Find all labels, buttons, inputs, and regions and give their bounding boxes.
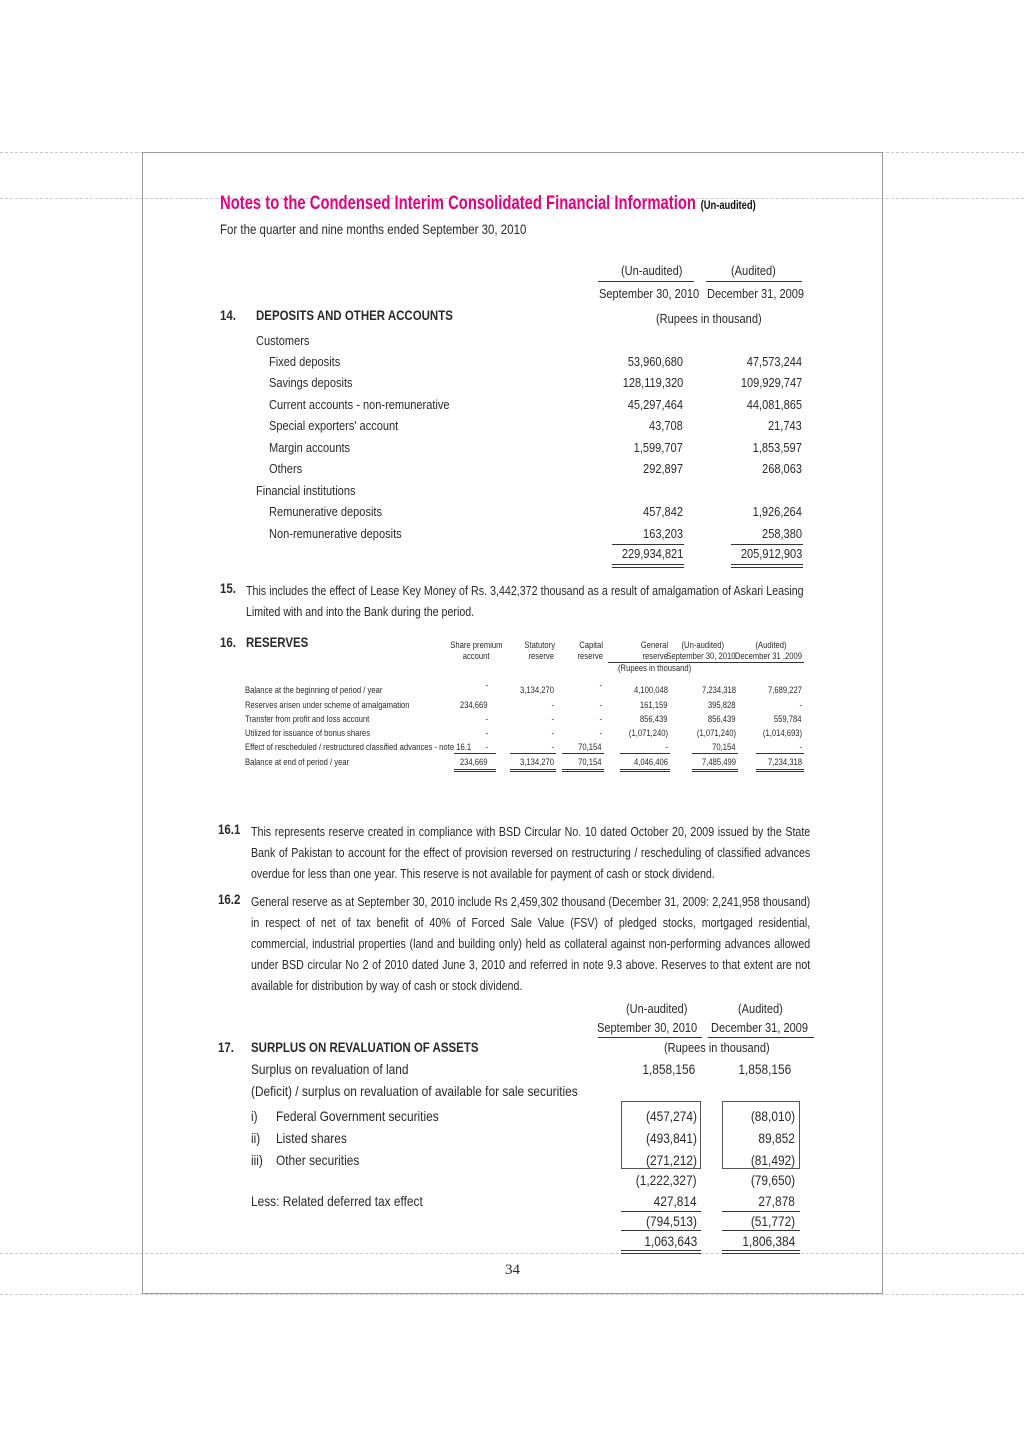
n14-row-v2: 258,380 xyxy=(762,526,802,541)
rule xyxy=(454,771,496,772)
n14-row-label: Margin accounts xyxy=(269,440,351,455)
n14-row-v2: 44,081,865 xyxy=(746,397,802,412)
n16-cell: 234,669 xyxy=(460,700,488,710)
rule xyxy=(731,544,803,545)
n16-col-head: September 30, 2010 xyxy=(666,651,736,661)
crop-line xyxy=(0,1294,1024,1295)
n16-cell: 7,689,227 xyxy=(767,685,802,695)
n14-unit: (Rupees in thousand) xyxy=(656,311,762,326)
rule xyxy=(708,1037,814,1038)
n14-row-label: Current accounts - non-remunerative xyxy=(269,397,450,412)
n16-cell: 3,134,270 xyxy=(519,685,554,695)
rule xyxy=(731,564,803,565)
n14-row-v1: 53,960,680 xyxy=(627,354,683,369)
n16-cell: - xyxy=(599,700,602,710)
n15-text: This includes the effect of Lease Key Money of Rs. 3,442,372 thousand as a result of amalgamation of Askari Leasing Limited with and into the Bank during the period. xyxy=(246,583,804,619)
n14-col1-date: September 30, 2010 xyxy=(599,286,700,301)
rule xyxy=(621,1211,701,1212)
n17-land-v2: 1,858,156 xyxy=(738,1061,791,1077)
n16-cell: (1,014,693) xyxy=(762,728,802,738)
n16-cell: 856,439 xyxy=(708,714,736,724)
n17-item-v2: (81,492) xyxy=(750,1152,795,1168)
n16-cell: 3,134,270 xyxy=(519,757,554,767)
n16-row-label: Balance at end of period / year xyxy=(245,757,350,767)
rule xyxy=(692,753,738,754)
n14-col1-status: (Un-audited) xyxy=(621,263,683,278)
rule xyxy=(756,753,804,754)
n14-row-v1: 292,897 xyxy=(643,461,683,476)
rule xyxy=(692,769,738,770)
n16-2-text: General reserve as at September 30, 2010 include Rs 2,459,302 thousand (December 31, 2009: 2,241,958 thousand) in respect of net of tax benefit of 40% of Forced Sale Value (FSV) of pledged stocks, mortgaged residential, commercial, industrial properties (land and building only) held as collateral against non-performing advances allowed under BSD circular No 2 of 2010 dated June 3, 2010 and referred in note 9.3 above. Reserves to that extent are not available for distribution by way of cash or stock dividend. xyxy=(251,894,811,993)
n16-cell: - xyxy=(485,742,488,752)
n14-row-label: Special exporters' account xyxy=(269,418,399,433)
n17-item-idx: ii) xyxy=(251,1130,261,1146)
n17-item-v1: (493,841) xyxy=(646,1130,697,1146)
n17-item-idx: i) xyxy=(251,1108,258,1124)
n17-tax-v1: 427,814 xyxy=(653,1193,697,1209)
n14-heading: DEPOSITS AND OTHER ACCOUNTS xyxy=(256,307,453,323)
n17-land-v1: 1,858,156 xyxy=(642,1061,695,1077)
rule xyxy=(562,769,604,770)
n16-1-text: This represents reserve created in compliance with BSD Circular No. 10 dated October 20, 2009 issued by the State Bank of Pakistan to account for the effect of provision reversed on restructuring / rescheduling of classified advances overdue for less than one year. This reserve is not available for payment of cash or stock dividend. xyxy=(251,824,811,881)
n17-item-idx: iii) xyxy=(251,1152,263,1168)
rule xyxy=(454,769,496,770)
rule xyxy=(621,1230,701,1231)
n14-row-label: Non-remunerative deposits xyxy=(269,526,402,541)
page-subtitle: For the quarter and nine months ended September 30, 2010 xyxy=(220,221,527,237)
rule xyxy=(598,1037,702,1038)
rule xyxy=(722,1211,800,1212)
n16-cell: - xyxy=(599,728,602,738)
n16-cell: 395,828 xyxy=(708,700,736,710)
n16-col-head: reserve xyxy=(528,651,554,661)
n14-row-v1: 128,119,320 xyxy=(622,375,683,390)
n14-total-v2: 205,912,903 xyxy=(740,546,802,561)
rule xyxy=(722,1253,800,1254)
rule xyxy=(612,567,684,568)
n16-col-head: (Un-audited) xyxy=(681,640,724,650)
rule xyxy=(620,771,670,772)
n16-cell: 70,154 xyxy=(712,742,736,752)
rule xyxy=(598,281,694,282)
n16-cell: (1,071,240) xyxy=(696,728,736,738)
n16-cell: - xyxy=(485,680,488,690)
n16-col-head: Capital xyxy=(579,640,603,650)
n17-total-v2: 1,806,384 xyxy=(742,1233,795,1249)
rule xyxy=(756,769,804,770)
n14-row-v2: 1,926,264 xyxy=(752,504,802,519)
n14-number: 14. xyxy=(220,307,236,323)
page-number: 34 xyxy=(505,1262,520,1278)
n16-cell: 70,154 xyxy=(578,757,602,767)
n16-row-label: Transfer from profit and loss account xyxy=(245,714,370,724)
n14-row-v1: 163,203 xyxy=(643,526,683,541)
rule xyxy=(510,771,556,772)
n14-row-label: Remunerative deposits xyxy=(269,504,383,519)
n16-cell: - xyxy=(599,680,602,690)
n17-col1-status: (Un-audited) xyxy=(626,1001,688,1016)
n17-number: 17. xyxy=(218,1039,234,1055)
n17-tax-label: Less: Related deferred tax effect xyxy=(251,1193,423,1209)
n17-afs-label: (Deficit) / surplus on revaluation of available for sale securities xyxy=(251,1083,578,1099)
n17-item-v2: 89,852 xyxy=(758,1130,795,1146)
rule xyxy=(454,753,496,754)
n14-row-v2: 47,573,244 xyxy=(746,354,802,369)
n17-item-v1: (271,212) xyxy=(646,1152,697,1168)
n16-cell: - xyxy=(485,728,488,738)
n14-row-v1: 43,708 xyxy=(649,418,683,433)
n16-cell: - xyxy=(799,700,802,710)
n16-cell: - xyxy=(665,742,668,752)
n14-row-v2: 109,929,747 xyxy=(740,375,802,390)
n16-cell: 70,154 xyxy=(578,742,602,752)
n16-cell: (1,071,240) xyxy=(628,728,668,738)
page-title: Notes to the Condensed Interim Consolidated Financial Information (Un-audited) xyxy=(220,193,756,214)
n17-tax-v2: 27,878 xyxy=(758,1193,795,1209)
rule xyxy=(620,769,670,770)
rule xyxy=(562,753,604,754)
rule xyxy=(621,1253,701,1254)
n14-row-v2: 1,853,597 xyxy=(752,440,802,455)
n16-cell: 7,485,499 xyxy=(701,757,736,767)
n16-col-head: reserve xyxy=(642,651,668,661)
n14-row-label: Fixed deposits xyxy=(269,354,341,369)
rule xyxy=(706,281,802,282)
n14-group-customers: Customers xyxy=(256,333,310,348)
n16-cell: 4,100,048 xyxy=(633,685,668,695)
n17-land-label: Surplus on revaluation of land xyxy=(251,1061,409,1077)
n14-row-v1: 45,297,464 xyxy=(627,397,683,412)
n17-item-v1: (457,274) xyxy=(646,1108,697,1124)
rule xyxy=(722,1250,800,1251)
n14-row-v1: 1,599,707 xyxy=(633,440,683,455)
rule xyxy=(620,753,670,754)
n16-1-number: 16.1 xyxy=(218,821,241,837)
n17-net-v1: (794,513) xyxy=(646,1213,697,1229)
rule xyxy=(731,567,803,568)
rule xyxy=(621,1250,701,1251)
n16-cell: 856,439 xyxy=(640,714,668,724)
n14-row-v2: 268,063 xyxy=(762,461,802,476)
n16-cell: 4,046,406 xyxy=(633,757,668,767)
n16-cell: - xyxy=(551,742,554,752)
n16-cell: - xyxy=(799,742,802,752)
n14-row-label: Savings deposits xyxy=(269,375,353,390)
n17-heading: SURPLUS ON REVALUATION OF ASSETS xyxy=(251,1039,479,1055)
n16-cell: 7,234,318 xyxy=(701,685,736,695)
rule xyxy=(692,771,738,772)
n17-item-label: Other securities xyxy=(276,1152,360,1168)
n16-cell: 234,669 xyxy=(460,757,488,767)
n16-row-label: Balance at the beginning of period / year xyxy=(245,685,383,695)
n16-row-label: Utilized for issuance of bonus shares xyxy=(245,728,371,738)
n16-cell: - xyxy=(551,700,554,710)
n17-col2-status: (Audited) xyxy=(738,1001,783,1016)
n14-row-label: Others xyxy=(269,461,303,476)
n16-cell: - xyxy=(551,728,554,738)
n14-col2-date: December 31, 2009 xyxy=(707,286,805,301)
n16-col-head: reserve xyxy=(577,651,603,661)
n16-cell: 559,784 xyxy=(774,714,802,724)
n14-total-v1: 229,934,821 xyxy=(621,546,683,561)
n16-row-label: Effect of rescheduled / restructured classified advances - note 16.1 xyxy=(245,742,472,752)
rule xyxy=(510,753,556,754)
n17-item-label: Listed shares xyxy=(276,1130,347,1146)
n16-number: 16. xyxy=(220,634,236,650)
title-note: (Un-audited) xyxy=(700,198,756,212)
n17-sub-v2: (79,650) xyxy=(750,1172,795,1188)
n16-heading: RESERVES xyxy=(246,634,309,650)
n16-cell: - xyxy=(551,714,554,724)
rule xyxy=(612,544,684,545)
n16-cell: 161,159 xyxy=(640,700,668,710)
rule xyxy=(562,771,604,772)
n14-col2-status: (Audited) xyxy=(731,263,776,278)
n14-row-v1: 457,842 xyxy=(643,504,683,519)
n16-cell: 7,234,318 xyxy=(767,757,802,767)
n16-col-head: Share premium xyxy=(450,640,503,650)
n16-col-head: (Audited) xyxy=(755,640,787,650)
n16-cell: - xyxy=(599,714,602,724)
n17-item-v2: (88,010) xyxy=(750,1108,795,1124)
n17-col2-date: December 31, 2009 xyxy=(711,1020,809,1035)
n16-cell: - xyxy=(485,714,488,724)
rule xyxy=(510,769,556,770)
rule xyxy=(612,564,684,565)
n14-group-fi: Financial institutions xyxy=(256,483,356,498)
n16-col-head: Statutory xyxy=(524,640,555,650)
n16-2-number: 16.2 xyxy=(218,891,241,907)
n14-row-v2: 21,743 xyxy=(768,418,802,433)
n16-row-label: Reserves arisen under scheme of amalgamation xyxy=(245,700,410,710)
n15-number: 15. xyxy=(220,580,236,596)
n17-net-v2: (51,772) xyxy=(750,1213,795,1229)
n17-unit: (Rupees in thousand) xyxy=(664,1040,770,1055)
rule xyxy=(608,662,804,663)
n16-col-head: December 31 ,2009 xyxy=(734,651,802,661)
n16-unit: (Rupees in thousand) xyxy=(618,663,692,673)
rule xyxy=(722,1230,800,1231)
n16-col-head: account xyxy=(463,651,490,661)
rule xyxy=(756,771,804,772)
n17-col1-date: September 30, 2010 xyxy=(597,1020,698,1035)
n17-total-v1: 1,063,643 xyxy=(644,1233,697,1249)
n17-sub-v1: (1,222,327) xyxy=(636,1172,697,1188)
n16-col-head: General xyxy=(640,640,668,650)
n17-item-label: Federal Government securities xyxy=(276,1108,439,1124)
